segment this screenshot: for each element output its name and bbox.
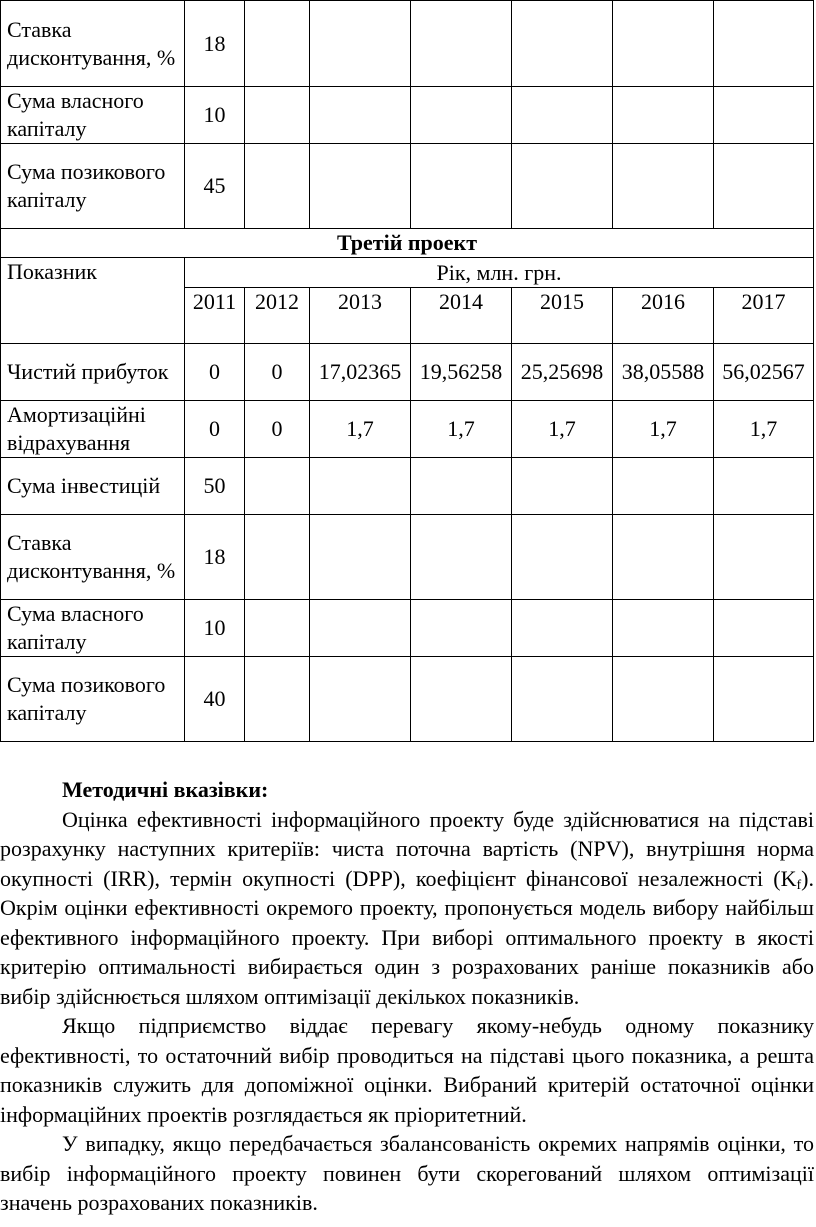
indicator-header: Показник — [1, 258, 185, 344]
row-label: Ставка дисконтування, % — [1, 515, 185, 600]
value-cell: 0 — [245, 401, 310, 458]
guidelines-paragraph: Якщо підприємство віддає перевагу якому-небудь одному показнику ефективності, то остаточний вибір проводиться на підставі цього показника, а решта показників служить для допоміжної оцінки. Вибраний критерій остаточної оцінки інформаційних проектів розглядається як пріоритетний. — [0, 1013, 814, 1127]
section-title-row — [1, 229, 814, 258]
year-cell: 2013 — [310, 288, 411, 344]
table-row — [1, 458, 814, 515]
year-cell: 2017 — [714, 288, 814, 344]
row-value: 18 — [185, 1, 245, 87]
row-value: 18 — [185, 515, 245, 600]
section-title: Третій проект — [1, 229, 814, 258]
row-label: Сума власного капіталу — [1, 600, 185, 657]
value-cell: 1,7 — [310, 401, 411, 458]
row-value: 40 — [185, 657, 245, 742]
value-cell: 19,56258 — [411, 344, 512, 401]
row-label: Сума позикового капіталу — [1, 144, 185, 229]
value-cell: 38,05588 — [613, 344, 714, 401]
table-row — [1, 657, 814, 742]
row-value: 10 — [185, 87, 245, 144]
value-cell: 1,7 — [714, 401, 814, 458]
year-cell: 2012 — [245, 288, 310, 344]
value-cell: 1,7 — [613, 401, 714, 458]
row-label: Чистий прибуток — [1, 344, 185, 401]
row-label: Сума власного капіталу — [1, 87, 185, 144]
table-row — [1, 344, 814, 401]
year-cell: 2014 — [411, 288, 512, 344]
value-cell: 1,7 — [512, 401, 613, 458]
table-row — [1, 401, 814, 458]
value-cell: 0 — [245, 344, 310, 401]
row-value: 10 — [185, 600, 245, 657]
year-header: Рік, млн. грн. — [185, 258, 814, 288]
row-label: Амортизаційні відрахування — [1, 401, 185, 458]
row-label: Ставка дисконтування, % — [1, 1, 185, 87]
table-row — [1, 87, 814, 144]
table-row — [1, 144, 814, 229]
table-row — [1, 1, 814, 87]
guidelines-paragraph: У випадку, якщо передбачається збалансованість окремих напрямів оцінки, то вибір інформаційного проекту повинен бути скорегований шляхом оптимізації значень розрахованих показників. — [0, 1131, 814, 1215]
guidelines-heading: Методичні вказівки: — [62, 777, 269, 802]
guidelines-paragraph: Оцінка ефективності інформаційного проекту буде здійснюватися на підставі розрахунку наступних критеріїв: чиста поточна вартість (NPV), внутрішня норма окупності (IRR), термін окупності (DPP), коефіцієнт фінансової незалежності $(K_f)$. Окрім оцінки ефективності окремого проекту, пропонується модель вибору найбільш ефективного інформаційного проекту. При виборі оптимального проекту в якості критерію оптимальності вибирається один з розрахованих раніше показників або вибір здійснюється шляхом оптимізації декількох показників. — [0, 806, 814, 1009]
year-cell: 2015 — [512, 288, 613, 344]
value-cell: 17,02365 — [310, 344, 411, 401]
value-cell: 56,02567 — [714, 344, 814, 401]
header-row — [1, 258, 814, 288]
year-cell: 2016 — [613, 288, 714, 344]
guidelines-section — [0, 775, 814, 1218]
table-row — [1, 515, 814, 600]
value-cell: 1,7 — [411, 401, 512, 458]
year-cell: 2011 — [185, 288, 245, 344]
value-cell: 0 — [185, 344, 245, 401]
row-label: Сума інвестицій — [1, 458, 185, 515]
row-label: Сума позикового капіталу — [1, 657, 185, 742]
row-value: 45 — [185, 144, 245, 229]
table-row — [1, 600, 814, 657]
value-cell: 0 — [185, 401, 245, 458]
row-value: 50 — [185, 458, 245, 515]
value-cell: 25,25698 — [512, 344, 613, 401]
